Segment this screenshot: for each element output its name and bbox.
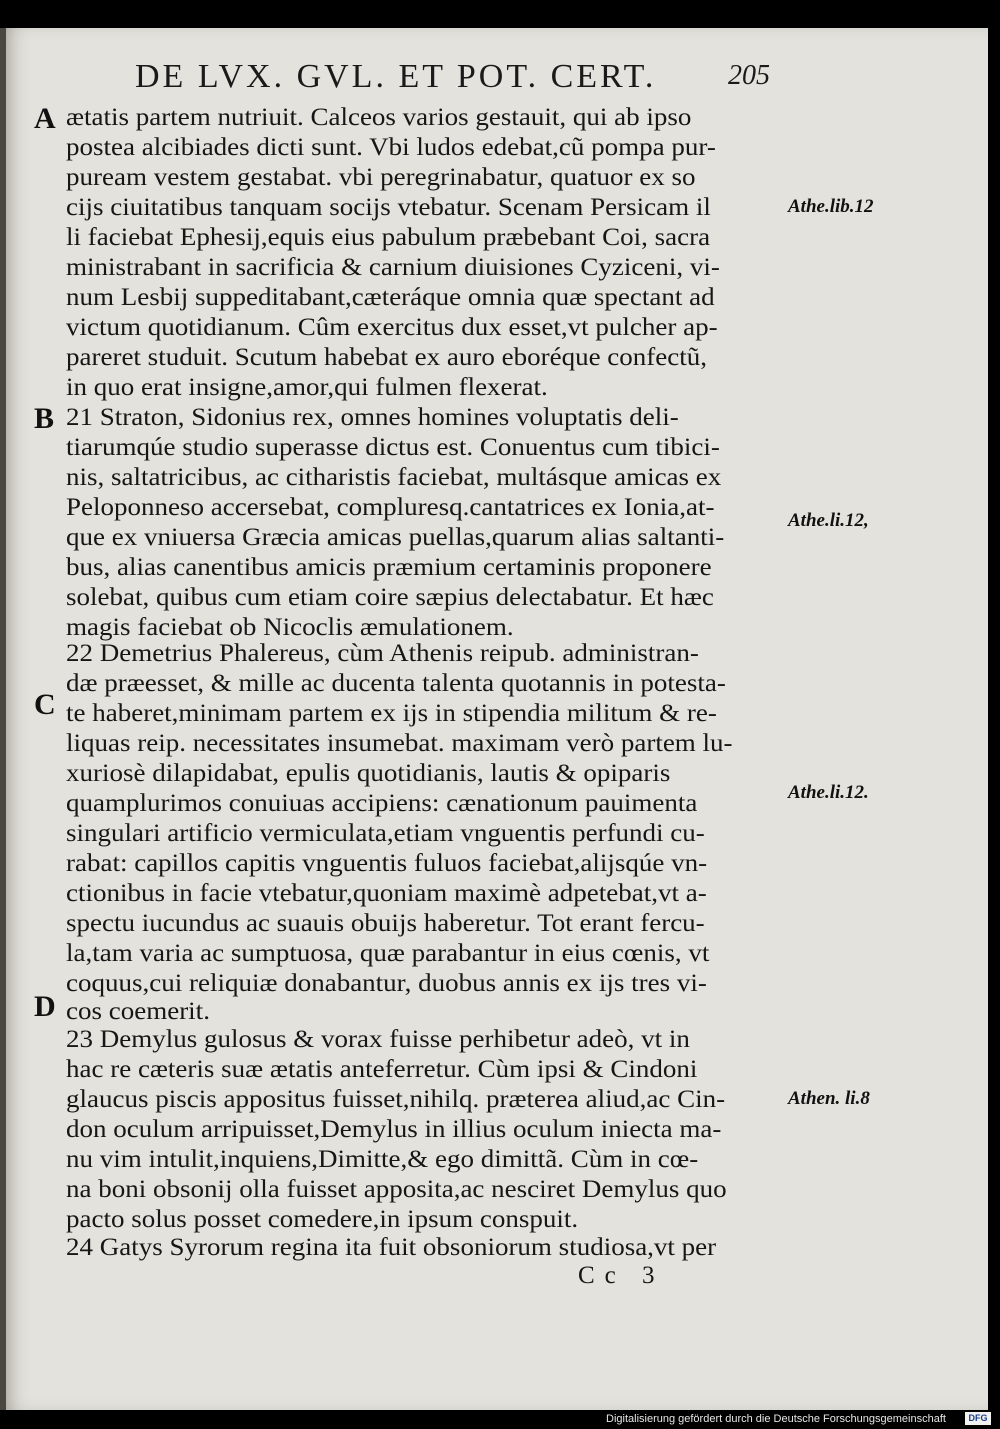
digitization-credit: Digitalisierung gefördert durch die Deutsche Forschungsgemeinschaft <box>606 1413 946 1425</box>
text-line: liquas reip. necessitates insumebat. maximam verò partem lu- <box>66 730 733 757</box>
text-line: in quo erat insigne,amor,qui fulmen flexerat. <box>66 374 548 401</box>
text-line: num Lesbij suppeditabant,cæteráque omnia quæ spectant ad <box>66 284 715 311</box>
signature-mark: Cc 3 <box>578 1262 665 1289</box>
text-line: pacto solus posset comedere,in ipsum conspuit. <box>66 1206 579 1233</box>
text-line: 23 Demylus gulosus & vorax fuisse perhibetur adeò, vt in <box>66 1026 690 1053</box>
text-line: spectu iucundus ac suauis obuijs haberetur. Tot erant fercu- <box>66 910 705 937</box>
text-line: cos coemerit. <box>66 998 210 1025</box>
text-line: quamplurimos conuiuas accipiens: cænationum pauimenta <box>66 790 698 817</box>
text-line: 24 Gatys Syrorum regina ita fuit obsoniorum studiosa,vt per <box>66 1234 717 1261</box>
dfg-logo: DFG <box>965 1412 991 1425</box>
margin-note: Athe.lib.12 <box>788 196 874 217</box>
text-line: nu vim intulit,inquiens,Dimitte,& ego dimittã. Cùm in cœ- <box>66 1146 699 1173</box>
text-line: dæ præesset, & mille ac ducenta talenta quotannis in potesta- <box>66 670 726 697</box>
text-line: na boni obsonij olla fuisset apposita,ac nesciret Demylus quo <box>66 1176 727 1203</box>
text-line: xuriosè dilapidabat, epulis quotidianis, lautis & opiparis <box>66 760 671 787</box>
text-line: que ex vniuersa Græcia amicas puellas,quarum alias saltanti- <box>66 524 725 551</box>
text-line: solebat, quibus cum etiam coire sæpius delectabatur. Et hæc <box>66 584 714 611</box>
text-line: cijs ciuitatibus tanquam socijs vtebatur. Scenam Persicam il <box>66 194 711 221</box>
margin-note: Athe.li.12. <box>788 782 869 803</box>
text-line: ministrabant in sacrificia & carnium diuisiones Cyziceni, vi- <box>66 254 720 281</box>
section-letter-d: D <box>34 990 56 1023</box>
text-line: la,tam varia ac sumptuosa, quæ parabantur in eius cœnis, vt <box>66 940 710 967</box>
margin-note: Athe.li.12, <box>788 510 869 531</box>
text-line: rabat: capillos capitis vnguentis fuluos faciebat,alijsqúe vn- <box>66 850 708 877</box>
text-line: nis, saltatricibus, ac citharistis faciebat, multásque amicas ex <box>66 464 722 491</box>
running-head: DE LVX. GVL. ET POT. CERT. <box>135 58 657 95</box>
text-line: hac re cæteris suæ ætatis anteferretur. Cùm ipsi & Cindoni <box>66 1056 698 1083</box>
text-line: bus, alias canentibus amicis præmium certaminis proponere <box>66 554 712 581</box>
text-line: ctionibus in facie vtebatur,quoniam maximè adpetebat,vt a- <box>66 880 707 907</box>
text-line: puream vestem gestabat. vbi peregrinabatur, quatuor ex so <box>66 164 696 191</box>
text-line: don oculum arripuisset,Demylus in illius oculum iniecta ma- <box>66 1116 722 1143</box>
text-line: tiarumqúe studio superasse dictus est. Conuentus cum tibici- <box>66 434 720 461</box>
text-line: 21 Straton, Sidonius rex, omnes homines voluptatis deli- <box>66 404 679 431</box>
text-line: pareret studuit. Scutum habebat ex auro eboréque confectũ, <box>66 344 708 371</box>
text-line: magis faciebat ob Nicoclis æmulationem. <box>66 614 514 641</box>
margin-note: Athen. li.8 <box>788 1088 870 1109</box>
text-line: singulari artificio vermiculata,etiam vnguentis perfundi cu- <box>66 820 705 847</box>
page-number: 205 <box>728 60 770 91</box>
section-letter-c: C <box>34 688 56 721</box>
text-line: Peloponneso accersebat, compluresq.cantatrices ex Ionia,at- <box>66 494 715 521</box>
section-letter-b: B <box>34 402 55 435</box>
text-line: ætatis partem nutriuit. Calceos varios gestauit, qui ab ipso <box>66 104 692 131</box>
book-binding-edge <box>0 28 6 1410</box>
text-line: postea alcibiades dicti sunt. Vbi ludos edebat,cũ pompa pur- <box>66 134 716 161</box>
section-letter-a: A <box>34 102 56 135</box>
text-line: te haberet,minimam partem ex ijs in stipendia militum & re- <box>66 700 717 727</box>
text-line: victum quotidianum. Cûm exercitus dux esset,vt pulcher ap- <box>66 314 718 341</box>
text-line: glaucus piscis appositus fuisset,nihilq. præterea aliud,ac Cin- <box>66 1086 726 1113</box>
text-line: 22 Demetrius Phalereus, cùm Athenis reipub. administran- <box>66 640 699 667</box>
text-line: coquus,cui reliquiæ donabantur, duobus annis ex ijs tres vi- <box>66 970 707 997</box>
text-line: li faciebat Ephesij,equis eius pabulum præbebant Coi, sacra <box>66 224 711 251</box>
